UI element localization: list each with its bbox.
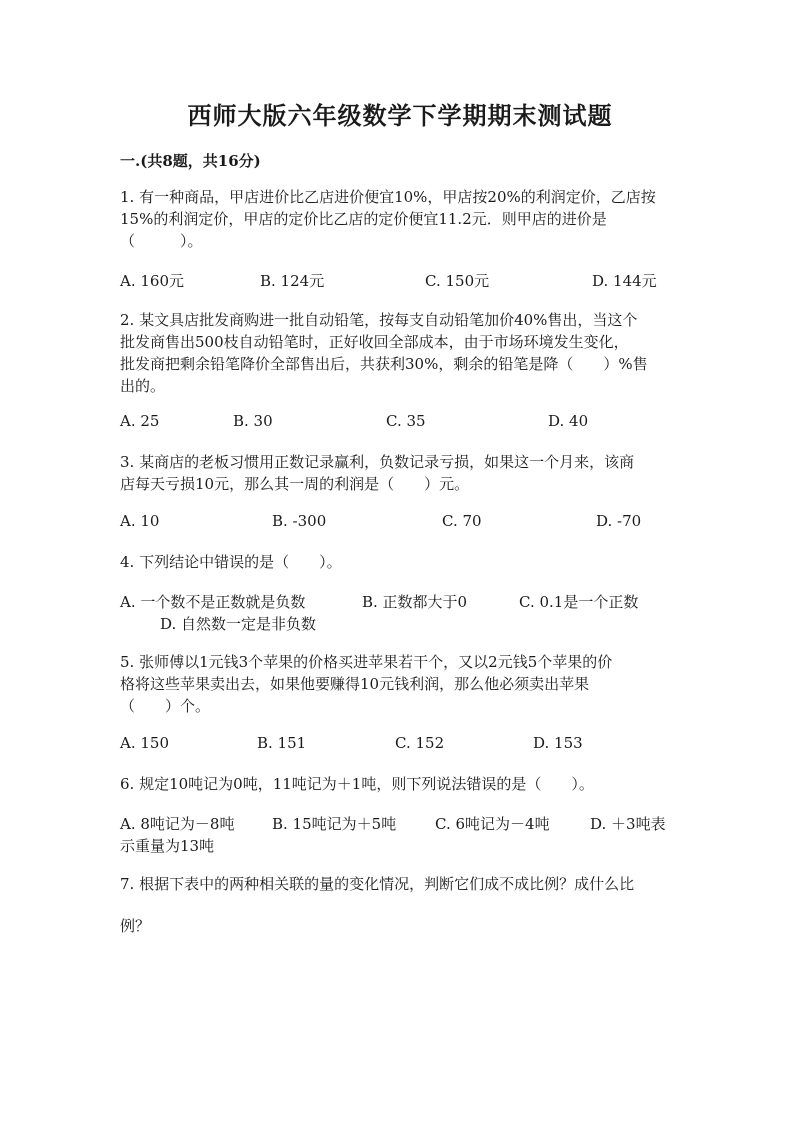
question-1-line-1: 1. 有一种商品，甲店进价比乙店进价便宜10%，甲店按20%的利润定价，乙店按	[120, 188, 656, 206]
question-7	[120, 873, 680, 937]
question-4	[120, 551, 680, 573]
question-5-line-2: 格将这些苹果卖出去，如果他要赚得10元钱利润，那么他必须卖出苹果	[120, 675, 590, 693]
question-3-option-b: B. -300	[272, 512, 327, 530]
question-3-line-2: 店每天亏损10元，那么其一周的利润是（ ）元。	[120, 475, 470, 493]
question-4-option-c: C. 0.1是一个正数	[519, 593, 639, 611]
question-5-line-3: （ ）个。	[120, 697, 211, 715]
question-2-line-4: 出的。	[120, 377, 166, 395]
question-4-line-1: 4. 下列结论中错误的是（ ）。	[120, 553, 342, 571]
question-2-option-b: B. 30	[233, 412, 273, 430]
question-3-option-d: D. -70	[596, 512, 642, 530]
question-2-option-c: C. 35	[386, 412, 426, 430]
question-4-option-d: D. 自然数一定是非负数	[160, 615, 317, 633]
question-3-option-a: A. 10	[120, 512, 160, 530]
question-5-option-d: D. 153	[533, 734, 583, 752]
question-3-option-c: C. 70	[442, 512, 482, 530]
question-5-option-a: A. 150	[120, 734, 169, 752]
question-6-option-d-continuation: 示重量为13吨	[120, 837, 215, 855]
question-7-line-1: 7. 根据下表中的两种相关联的量的变化情况，判断它们成不成比例？成什么比	[120, 875, 635, 893]
question-1-option-d: D. 144元	[592, 272, 657, 290]
question-4-option-b: B. 正数都大于0	[362, 593, 468, 611]
question-6-line-1: 6. 规定10吨记为0吨，11吨记为＋1吨，则下列说法错误的是（ ）。	[120, 775, 594, 793]
question-1-option-a: A. 160元	[120, 272, 184, 290]
question-6	[120, 773, 680, 795]
question-6-option-d: D. ＋3吨表	[590, 815, 666, 833]
question-6-option-a: A. 8吨记为－8吨	[120, 815, 235, 833]
question-6-option-b: B. 15吨记为＋5吨	[272, 815, 397, 833]
question-3	[120, 451, 680, 495]
question-1-option-c: C. 150元	[425, 272, 490, 290]
page-title: 西师大版六年级数学下学期期末测试题	[187, 101, 613, 130]
question-2-line-3: 批发商把剩余铅笔降价全部售出后，共获利30%，剩余的铅笔是降（ ）%售	[120, 355, 648, 373]
question-3-line-1: 3. 某商店的老板习惯用正数记录赢利，负数记录亏损，如果这一个月来，该商	[120, 453, 635, 471]
question-1-option-b: B. 124元	[260, 272, 325, 290]
question-2-line-1: 2. 某文具店批发商购进一批自动铅笔，按每支自动铅笔加价40%售出，当这个	[120, 311, 638, 329]
question-5-line-1: 5. 张师傅以1元钱3个苹果的价格买进苹果若干个，又以2元钱5个苹果的价	[120, 653, 613, 671]
question-2-line-2: 批发商售出500枝自动铅笔时，正好收回全部成本，由于市场环境发生变化，	[120, 333, 629, 351]
question-7-line-2: 例？	[120, 917, 151, 935]
question-2-option-a: A. 25	[120, 412, 160, 430]
question-5	[120, 651, 680, 717]
question-1-line-2: 15%的利润定价，甲店的定价比乙店的定价便宜11.2元．则甲店的进价是	[120, 210, 607, 228]
question-4-option-a: A. 一个数不是正数就是负数	[120, 593, 306, 611]
question-2-option-d: D. 40	[548, 412, 589, 430]
question-5-option-c: C. 152	[395, 734, 445, 752]
question-2	[120, 309, 680, 397]
section-heading: 一.(共8题，共16分)	[120, 152, 261, 170]
question-1	[120, 186, 680, 252]
question-1-line-3: （ ）。	[120, 232, 203, 250]
question-6-option-c: C. 6吨记为－4吨	[435, 815, 550, 833]
question-5-option-b: B. 151	[257, 734, 307, 752]
